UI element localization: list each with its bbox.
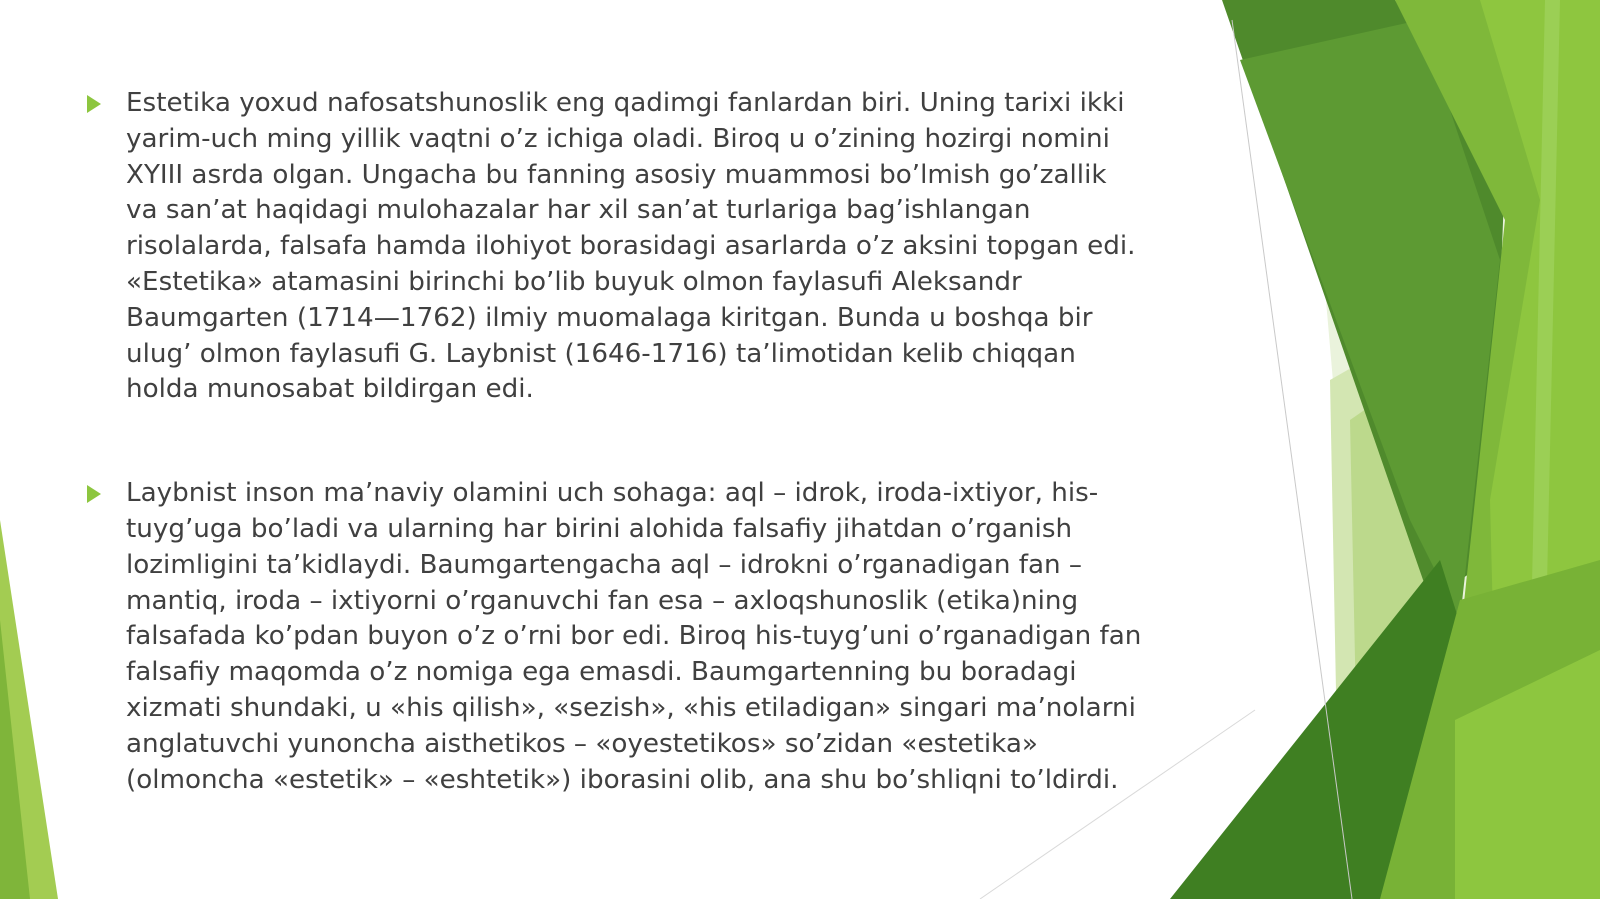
paragraph-line: risolalarda, falsafa hamda ilohiyot borasidagi asarlarda o’z aksini topgan edi. xyxy=(126,231,1136,262)
paragraph-line: lozimligini ta’kidlaydi. Baumgartengacha aql – idrokni o’rganadigan fan – xyxy=(126,549,1083,580)
triangle-bullet-icon xyxy=(87,485,101,503)
paragraph-line: xizmati shundaki, u «his qilish», «sezish», «his etiladigan» singari ma’nolarni xyxy=(126,692,1136,723)
paragraph-line: falsafada ko’pdan buyon o’z o’rni bor edi. Biroq his-tuyg’uni o’rganadigan fan xyxy=(126,621,1142,652)
paragraph-line: «Estetika» atamasini birinchi bo’lib buyuk olmon faylasufi Aleksandr xyxy=(126,266,1022,297)
paragraph-laybnist-baumgarten xyxy=(82,476,1212,798)
paragraph-line: holda munosabat bildirgan edi. xyxy=(126,374,534,405)
paragraph-estetika-history xyxy=(82,86,1212,408)
paragraph-line: falsafiy maqomda o’z nomiga ega emasdi. Baumgartenning bu boradagi xyxy=(126,657,1077,688)
paragraph-line: anglatuvchi yunoncha aisthetikos – «oyestetikos» so’zidan «estetika» xyxy=(126,728,1038,759)
triangle-bullet-icon xyxy=(87,95,101,113)
paragraph-line: (olmoncha «estetik» – «eshtetik») iborasini olib, ana shu bo’shliqni to’ldirdi. xyxy=(126,764,1119,795)
paragraph-line: tuyg’uga bo’ladi va ularning har birini alohida falsafiy jihatdan o’rganish xyxy=(126,513,1073,544)
paragraph-line: Estetika yoxud nafosatshunoslik eng qadimgi fanlardan biri. Uning tarixi ikki xyxy=(126,88,1125,118)
paragraph-line: ulug’ olmon faylasufi G. Laybnist (1646-1716) ta’limotidan kelib chiqqan xyxy=(126,338,1076,369)
paragraph-line: XYIII asrda olgan. Ungacha bu fanning asosiy muammosi bo’lmish go’zallik xyxy=(126,159,1107,190)
paragraph-line: Baumgarten (1714—1762) ilmiy muomalaga kiritgan. Bunda u boshqa bir xyxy=(126,302,1093,333)
paragraph-line: yarim-uch ming yillik vaqtni o’z ichiga oladi. Biroq u o’zining hozirgi nomini xyxy=(126,123,1110,154)
paragraph-line: Laybnist inson ma’naviy olamini uch sohaga: aql – idrok, iroda-ixtiyor, his- xyxy=(126,478,1099,509)
paragraph-line: va san’at haqidagi mulohazalar har xil san’at turlariga bag’ishlangan xyxy=(126,195,1031,226)
paragraph-line: mantiq, iroda – ixtiyorni o’rganuvchi fan esa – axloqshunoslik (etika)ning xyxy=(126,585,1079,616)
slide-body xyxy=(82,86,1212,798)
